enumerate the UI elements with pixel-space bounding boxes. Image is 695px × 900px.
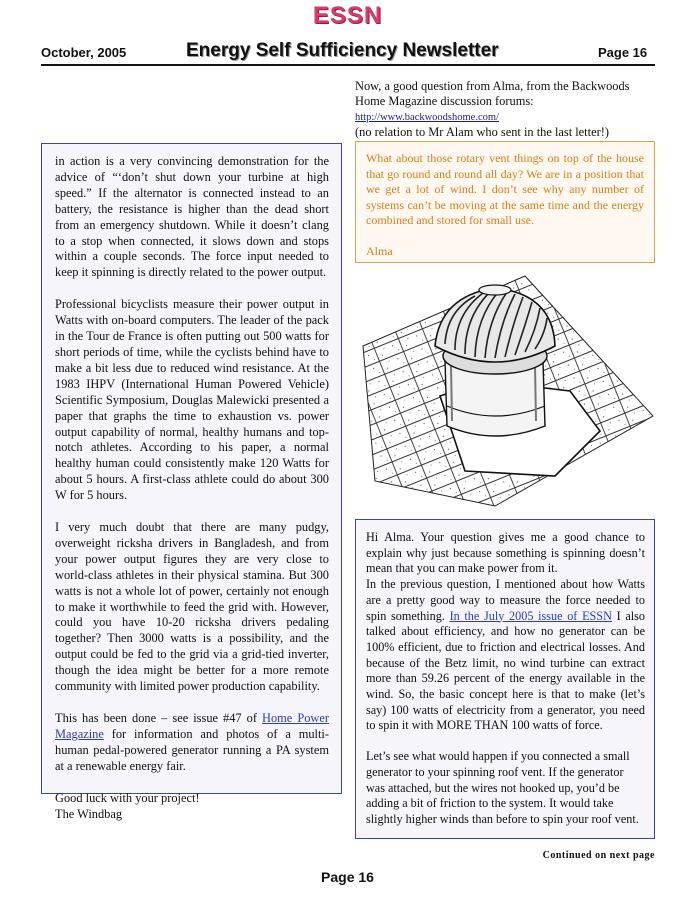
answer-box	[355, 519, 655, 839]
answer-paragraph	[366, 577, 645, 734]
paragraph-text: In the previous question, I mentioned about how Watts are a pretty good way to measure the force needed to spin something.	[366, 577, 645, 623]
reader-question-box	[355, 141, 655, 263]
paragraph: I very much doubt that there are many pudgy, overweight ricksha drivers in Bangladesh, and from your power output figures they are very close to world-class athletes in their physical stamina. But 300 watts is not a whole lot of power, certainly not enough to make it worthwhile to feed the grid with. However, could you have 10-20 ricksha drivers pedaling together? Then 3000 watts is a possibility, and the output could be fed to the grid via a grid-tied inverter, though the idea might be better for a more remote community with limited power production capability.	[55, 520, 329, 694]
continued-note: Continued on next page	[542, 850, 655, 861]
paragraph: in action is a very convincing demonstration for the advice of “‘don’t shut down your turbine at high speed.” If the alternator is connected instead to an battery, the resistance is higher than the dead short from an emergency shutdown. While it doesn’t clang to a stop when connected, it slows down and stops within a couple seconds. The force input needed to keep it spinning is directly related to the power output.	[55, 154, 329, 280]
paragraph-text: for information and photos of a multi-human pedal-powered generator running a PA system at a renewable energy fair.	[55, 726, 329, 773]
backwoodshome-link[interactable]: http://www.backwoodshome.com/	[355, 112, 499, 123]
paragraph: Professional bicyclists measure their power output in Watts with on-board computers. The leader of the pack in the Tour de France is often putting out 500 watts for short periods of time, while the cyclists behind have to make a bit less due to reduced wind resistance. At the 1983 IHPV (International Human Powered Vehicle) Scientific Symposium, Douglas Malewicki presented a paper that graphs the time to exhaustion vs. power output capability of normal, healthy humans and top-notch athletes. According to his paper, a normal healthy human could consistently make 120 Watts for about 5 hours. A first-class athlete could do about 300 W for 5 hours.	[55, 297, 329, 503]
essn-logo: ESSN	[312, 2, 383, 29]
closing-line: Good luck with your project!	[55, 790, 200, 805]
issue-date: October, 2005	[41, 45, 127, 60]
question-intro	[355, 79, 655, 140]
left-article-box	[41, 143, 342, 821]
newsletter-title: Energy Self Sufficiency Newsletter	[186, 40, 499, 61]
home-power-magazine-link[interactable]: Home Power Magazine	[55, 711, 329, 741]
header-divider	[41, 64, 655, 66]
answer-paragraph: Hi Alma. Your question gives me a good chance to explain why just because something is spinning doesn’t mean that you can make power from it.	[366, 530, 645, 576]
question-text: What about those rotary vent things on top of the house that go round and round all day? We are in a position that we get a lot of wind. I don’t see why any number of systems can’t be moving at the same time and the energy combined and stored for small use.	[366, 151, 644, 228]
roof-vent-illustration	[355, 266, 655, 511]
paragraph-text: I also talked about efficiency, and how no generator can be 100% efficient, due to friction and electrical losses. And because of the Betz limit, no wind turbine can extract more than 59.26 percent of the energy available in the wind. So, the basic concept here is that to make (let’s say) 100 watts of electricity from a generator, you need to spin it with MORE THAN 100 watts of force.	[366, 608, 645, 733]
july-2005-essn-link[interactable]: In the July 2005 issue of ESSN	[449, 608, 612, 623]
paragraph	[55, 711, 329, 775]
question-signature: Alma	[366, 243, 393, 258]
footer-page-number: Page 16	[321, 869, 374, 885]
signature: The Windbag	[55, 806, 123, 821]
paragraph-text: This has been done – see issue #47 of	[55, 711, 263, 725]
intro-text: Now, a good question from Alma, from the Backwoods Home Magazine discussion forums:	[355, 79, 630, 108]
header-page-number: Page 16	[598, 45, 648, 60]
intro-note: (no relation to Mr Alam who sent in the last letter!)	[355, 125, 609, 139]
answer-paragraph: Let’s see what would happen if you connected a small generator to your spinning roof vent. If the generator was attached, but the wires not hooked up, you’d be adding a bit of friction to the system. It would take slightly higher winds than before to spin your roof vent.	[366, 749, 639, 826]
